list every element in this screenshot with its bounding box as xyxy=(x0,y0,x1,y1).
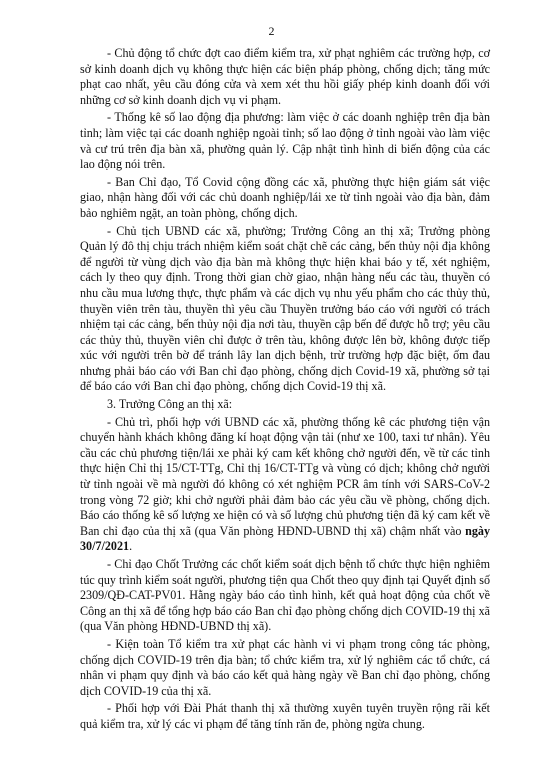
paragraph-vehicle-statistics: - Chủ trì, phối hợp với UBND các xã, phường thống kê các phương tiện vận chuyển hành khách không đăng kí hoạt động vận tải (như xe 100, taxi tư nhân). Yêu cầu các chủ phương tiện/lái xe phải ký cam kết không chở người đến, về từ các tỉnh thực hiện Chỉ thị 15/CT-TTg, Chỉ thị 16/CT-TTg và vùng có dịch; không chở người từ tỉnh ngoài về mà người đó không có xét nghiệm PCR âm tính với SARS-CoV-2 trong vòng 72 giờ; khi chở người phải đảm bảo các yêu cầu về phòng, chống dịch. Báo cáo thống kê số lượng xe hiện có và số lượng chủ phương tiện đã ký cam kết về Ban chỉ đạo của thị xã (qua Văn phòng HĐND-UBND thị xã) chậm nhất vào ngày 30/7/2021. xyxy=(80,414,490,554)
document-body xyxy=(80,46,490,735)
paragraph-text: - Chủ trì, phối hợp với UBND các xã, phường thống kê các phương tiện vận chuyển hành khách không đăng kí hoạt động vận tải (như xe 100, taxi tư nhân). Yêu cầu các chủ phương tiện/lái xe phải ký cam kết không chở người đến, về từ các tỉnh thực hiện Chỉ thị 15/CT-TTg, Chỉ thị 16/CT-TTg và vùng có dịch; không chở người từ tỉnh ngoài về mà người đó không có xét nghiệm PCR âm tính với SARS-CoV-2 trong vòng 72 giờ; khi chở người phải đảm bảo các yêu cầu về phòng, chống dịch. Báo cáo thống kê số lượng xe hiện có và số lượng chủ phương tiện đã ký cam kết về Ban chỉ đạo của thị xã (qua Văn phòng HĐND-UBND thị xã) chậm nhất vào xyxy=(80,414,490,538)
paragraph-inspection-campaign xyxy=(80,46,490,108)
paragraph-text: - Thống kê số lao động địa phương: làm việc ở các doanh nghiệp trên địa bàn tỉnh; làm việc tại các doanh nghiệp ngoài tỉnh; số lao động ở tỉnh ngoài vào làm việc và cư trú trên địa bàn xã, phường quản lý. Cập nhật tình hình di biến động của các lao động nói trên. xyxy=(80,110,490,172)
paragraph-inspection-team xyxy=(80,637,490,699)
paragraph-text: - Phối hợp với Đài Phát thanh thị xã thường xuyên tuyên truyền rộng rãi kết quả kiểm tra, xử lý các vi phạm để tăng tính răn đe, phòng ngừa chung. xyxy=(80,701,490,731)
paragraph-community-covid-team xyxy=(80,175,490,222)
deadline-date: ngày 30/7/2021 xyxy=(80,523,490,554)
paragraph-radio-propaganda xyxy=(80,701,490,732)
paragraph-text: - Ban Chỉ đạo, Tổ Covid cộng đồng các xã, phường thực hiện giám sát việc giao, nhận hàng đối với các chủ doanh nghiệp/lái xe từ tỉnh ngoài vào địa bàn, đảm bảo nghiêm ngặt, an toàn phòng, chống dịch. xyxy=(80,174,490,220)
paragraph-labor-statistics xyxy=(80,110,490,172)
section-heading-text: 3. Trưởng Công an thị xã: xyxy=(107,397,233,412)
paragraph-text: - Kiện toàn Tổ kiểm tra xử phạt các hành vi vi phạm trong công tác phòng, chống dịch COVID-19 trên địa bàn; tổ chức kiểm tra, xử lý nghiêm các tổ chức, cá nhân vi phạm quy định và báo cáo kết quả hàng ngày về Ban chỉ đạo phòng, chống dịch COVID-19 của thị xã. xyxy=(80,636,490,698)
section-heading-police-chief xyxy=(80,397,490,413)
paragraph-text: - Chủ động tổ chức đợt cao điểm kiểm tra, xử phạt nghiêm các trường hợp, cơ sở kinh doanh dịch vụ không thực hiện các biện pháp phòng, chống dịch; tăng mức phạt cao nhất, yêu cầu đóng cửa và xem xét thu hồi giấy phép kinh doanh đối với những cơ sở kinh doanh dịch vụ vi phạm. xyxy=(80,46,490,107)
paragraph-checkpoint-control xyxy=(80,557,490,635)
page-number: 2 xyxy=(268,24,275,38)
paragraph-text: - Chủ tịch UBND các xã, phường; Trưởng Công an thị xã; Trưởng phòng Quản lý đô thị chịu trách nhiệm kiểm soát chặt chẽ các cảng, bến thủy nội địa không để người từ vùng dịch vào địa bàn mà không thực hiện khai báo y tế, xét nghiệm, cách ly theo quy định. Trong thời gian chờ giao, nhận hàng nếu các tàu, thuyền có nhu cầu mua lương thực, thực phẩm và các dịch vụ nhu yếu phẩm cho các thủy thủ, thuyền viên trên tàu, thuyền thì yêu cầu Thuyền trưởng báo cáo với người có trách nhiệm tại các cảng, bến thủy nội địa nơi tàu, thuyền cập bến để được hỗ trợ; yêu cầu các thủy thủ, thuyền viên chỉ được ở trên tàu, không được lên bờ, không được tiếp xúc với người trên bờ để tránh lây lan dịch bệnh, trừ trường hợp đặc biệt, ốm đau nhưng phải báo cáo với Ban chỉ đạo phòng, chống dịch Covid-19 xã, phường sở tại để báo cáo với Ban chỉ đạo phòng, chống dịch Covid-19 thị xã. xyxy=(80,223,490,394)
paragraph-text: - Chỉ đạo Chốt Trưởng các chốt kiểm soát dịch bệnh tổ chức thực hiện nghiêm túc quy trình kiểm soát người, phương tiện qua Chốt theo quy định tại Quyết định số 2309/QĐ-CAT-PV01. Hằng ngày báo cáo tình hình, kết quả hoạt động của chốt về Công an thị xã để tổng hợp báo cáo Ban chỉ đạo phòng chống dịch COVID-19 thị xã (qua Văn phòng HĐND-UBND thị xã). xyxy=(80,557,490,634)
paragraph-ports-control xyxy=(80,224,490,396)
